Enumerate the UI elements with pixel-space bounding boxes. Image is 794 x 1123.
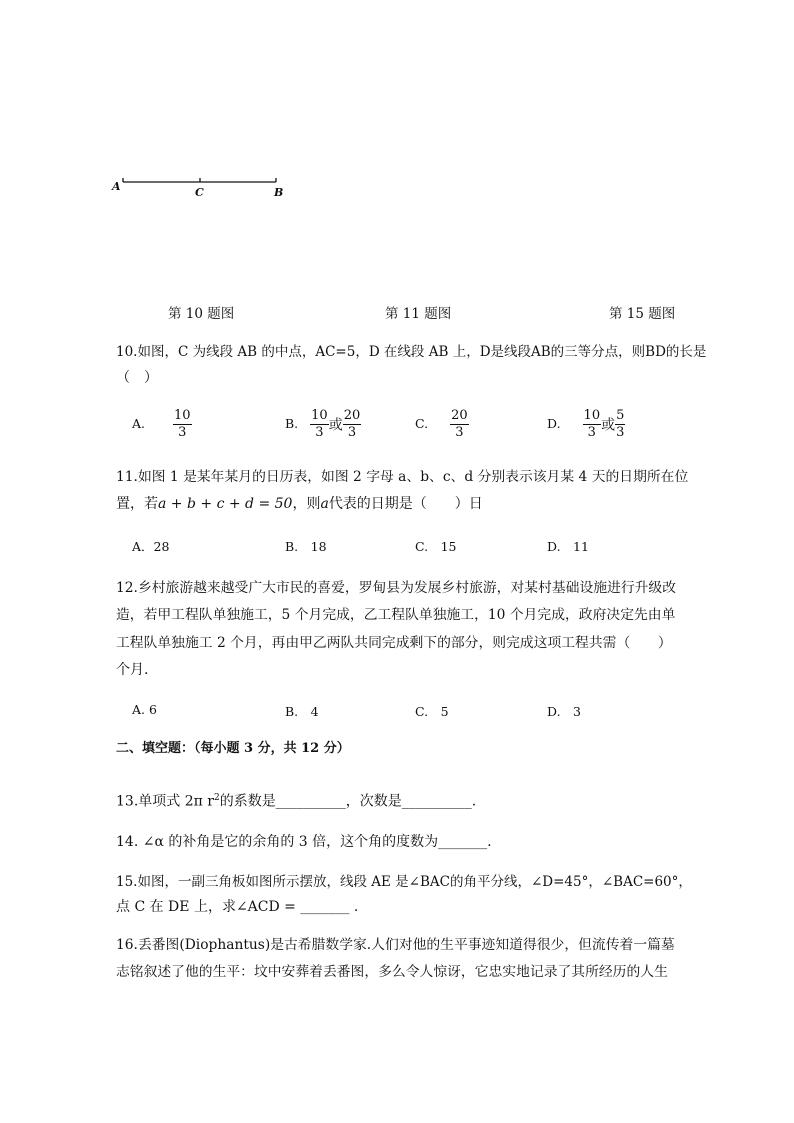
q11-option-a: A．28 <box>132 539 170 554</box>
caption-fig11: 第 11 题图 <box>385 306 452 322</box>
q12-option-d: D. 3 <box>547 704 582 719</box>
q16-line2: 志铭叙述了他的生平：坟中安葬着丢番图，多么令人惊讶，它忠实地记录了其所经历的人生 <box>116 964 668 980</box>
q11-formula: a + b + c + d = 50 <box>158 496 293 512</box>
caption-fig15: 第 15 题图 <box>609 306 676 322</box>
caption-fig10: 第 10 题图 <box>168 306 235 322</box>
q12-line1: 12.乡村旅游越来越受广大市民的喜爱，罗甸县为发展乡村旅游，对某村基础设施进行升级改 <box>116 580 677 596</box>
q10-text-line2: （ ） <box>116 370 158 386</box>
q11-text-line2: 置，若a + b + c + d = 50，则a代表的日期是（ ）日 <box>116 496 483 512</box>
q10-a-fraction: $\frac{10}{3}$ <box>174 408 191 440</box>
q12-line4: 个月. <box>116 662 149 678</box>
q11-option-b: B. 18 <box>285 539 327 554</box>
q10-text-line1: 10.如图，C 为线段 AB 的中点，AC=5，D 在线段 AB 上，D是线段AB的三等分点，则BD的长是 <box>116 344 707 360</box>
q11-text-line1: 11.如图 1 是某年某月的日历表，如图 2 字母 a、b、c、d 分别表示该月某 4 天的日期所在位 <box>116 469 689 485</box>
q10-option-a: A. $\frac{10}{3}$ <box>132 408 191 440</box>
point-b-label: B <box>274 186 284 199</box>
q10-option-c: C. $\frac{20}{3}$ <box>415 408 468 440</box>
q12-line3: 工程队单独施工 2 个月，再由甲乙两队共同完成剩下的部分，则完成这项工程共需（ ） <box>116 635 672 651</box>
q11-option-c: C. 15 <box>415 539 457 554</box>
q12-option-a: A. 6 <box>132 702 157 717</box>
q15-line1: 15.如图，一副三角板如图所示摆放，线段 AE 是∠BAC的角平分线，∠D=45°，∠BAC=60°， <box>116 874 692 890</box>
q11-option-d: D. 11 <box>547 539 589 554</box>
section2-title: 二、填空题：（每小题 3 分，共 12 分） <box>116 741 350 756</box>
q12-option-c: C. 5 <box>415 704 449 719</box>
q10-option-d: D. $\frac{10}{3}$ 或 $\frac{5}{3}$ <box>547 408 625 440</box>
point-a-label: A <box>112 180 121 193</box>
q15-line2: 点 C 在 DE 上，求∠ACD = _______ . <box>116 899 359 915</box>
q12-line2: 造，若甲工程队单独施工，5 个月完成，乙工程队单独施工，10 个月完成，政府决定先由单 <box>116 607 676 623</box>
point-c-label: C <box>195 186 204 199</box>
q13-text: 13.单项式 2π $r^2$的系数是__________，次数是__________. <box>116 793 477 810</box>
q12-option-b: B. 4 <box>285 704 319 719</box>
q10-option-b: B. $\frac{10}{3}$ 或 $\frac{20}{3}$ <box>285 408 361 440</box>
q14-text: 14. ∠α 的补角是它的余角的 3 倍，这个角的度数为_______. <box>116 834 492 850</box>
q16-line1: 16.丢番图(Diophantus)是古希腊数学家.人们对他的生平事迹知道得很少，但流传着一篇墓 <box>116 937 675 953</box>
